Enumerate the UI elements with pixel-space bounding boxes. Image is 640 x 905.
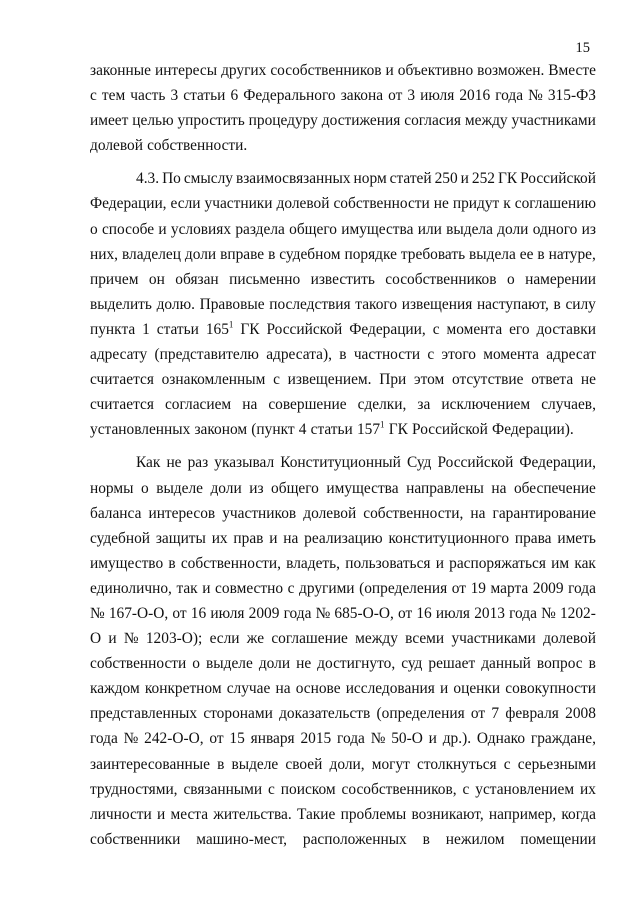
text-line: представленных сторонами доказательств (определения от 7 февраля 2008 bbox=[90, 705, 596, 723]
text-line: Как не раз указывал Конституционный Суд Российской Федерации, bbox=[136, 454, 596, 472]
page-number: 15 bbox=[575, 40, 590, 56]
text-line: заинтересованные в выделе своей доли, могут столкнуться с серьезными bbox=[90, 755, 596, 773]
text-line: О и № 1203-О); если же соглашение между всеми участниками долевой bbox=[90, 630, 596, 648]
text-line: имущество в собственности, владеть, пользоваться и распоряжаться им как bbox=[90, 554, 596, 572]
text-line: считается согласием на совершение сделки, за исключением случаев, bbox=[90, 396, 596, 414]
text-line: считается ознакомленным с извещением. При этом отсутствие ответа не bbox=[90, 371, 596, 389]
text-line: личности и места жительства. Такие проблемы возникают, например, когда bbox=[90, 805, 596, 823]
text-line: долевой собственности. bbox=[90, 137, 248, 155]
text-line: единолично, так и совместно с другими (определения от 19 марта 2009 года bbox=[90, 579, 596, 597]
text-line: установленных законом (пункт 4 статьи $157^1$ ГК Российской Федерации). bbox=[90, 420, 574, 439]
text-line: каждом конкретном случае на основе исследования и оценки совокупности bbox=[90, 680, 596, 698]
text-line: трудностями, связанными с поиском сособственников, с установлением их bbox=[90, 780, 596, 798]
text-line: 4.3. По смыслу взаимосвязанных норм статей 250 и 252 ГК Российской bbox=[136, 170, 596, 188]
text-line: судебной защиты их прав и на реализацию конституционного права иметь bbox=[90, 529, 596, 547]
text-line: них, владелец доли вправе в судебном порядке требовать выдела ее в натуре, bbox=[90, 245, 596, 263]
document-body bbox=[90, 58, 596, 852]
text-line: причем он обязан письменно известить сособственников о намерении bbox=[90, 270, 596, 288]
paragraph bbox=[90, 166, 596, 442]
text-line: баланса интересов участников долевой собственности, на гарантирование bbox=[90, 504, 596, 522]
paragraph bbox=[90, 450, 596, 852]
text-line: собственники машино-мест, расположенных в нежилом помещении bbox=[90, 830, 596, 848]
text-line: о способе и условиях раздела общего имущества или выдела доли одного из bbox=[90, 220, 596, 238]
text-line: № 167-О-О, от 16 июля 2009 года № 685-О-О, от 16 июля 2013 года № 1202- bbox=[90, 604, 596, 622]
text-line: пункта 1 статьи $165^1$ ГК Российской Федерации, с момента его доставки bbox=[90, 319, 596, 338]
text-line: нормы о выделе доли из общего имущества направлены на обеспечение bbox=[90, 479, 596, 497]
text-line: имеет целью упростить процедуру достижения согласия между участниками bbox=[90, 112, 596, 130]
text-line: адресату (представителю адресата), в частности с этого момента адресат bbox=[90, 346, 596, 364]
paragraph-gap bbox=[90, 158, 596, 166]
text-line: Федерации, если участники долевой собственности не придут к соглашению bbox=[90, 195, 596, 213]
paragraph bbox=[90, 58, 596, 158]
text-line: года № 242-О-О, от 15 января 2015 года № 50-О и др.). Однако граждане, bbox=[90, 730, 596, 748]
text-line: собственности о выделе доли не достигнуто, суд решает данный вопрос в bbox=[90, 655, 596, 673]
paragraph-gap bbox=[90, 442, 596, 450]
text-line: выделить долю. Правовые последствия такого извещения наступают, в силу bbox=[90, 295, 596, 313]
text-line: законные интересы других сособственников и объективно возможен. Вместе bbox=[90, 62, 596, 79]
text-line: с тем часть 3 статьи 6 Федерального закона от 3 июля 2016 года № 315-ФЗ bbox=[90, 87, 596, 105]
